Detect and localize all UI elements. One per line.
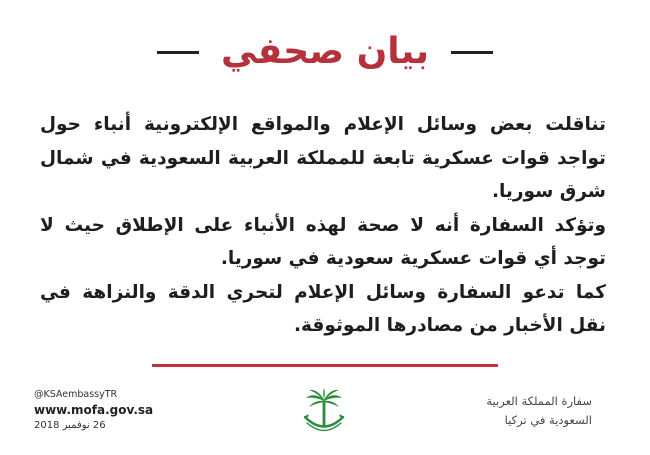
statement-paragraph-3: كما تدعو السفارة وسائل الإعلام لتحري الدقة والنزاهة في نقل الأخبار من مصادرها الموثوقة. [40, 281, 606, 336]
statement-date: 26 نوفمبر 2018 [34, 420, 106, 431]
title-dash-right [451, 51, 493, 54]
website-link: www.mofa.gov.sa [34, 403, 154, 417]
title-dash-left [157, 51, 199, 54]
page-title: بيان صحفي [220, 31, 430, 72]
saudi-emblem-palm-swords-icon [296, 386, 352, 442]
statement-body [0, 108, 650, 343]
twitter-handle: @KSAembassyTR [34, 389, 118, 400]
statement-paragraph-1: تناقلت بعض وسائل الإعلام والمواقع الإلكترونية أنباء حول تواجد قوات عسكرية تابعة للمملكة العربية السعودية في شمال شرق سوريا. [40, 114, 606, 202]
embassy-name-line-2: السعودية في تركيا [504, 413, 592, 427]
embassy-name [486, 392, 592, 430]
divider-rule [152, 364, 498, 367]
statement-paragraph-2: وتؤكد السفارة أنه لا صحة لهذه الأنباء على الإطلاق حيث لا توجد أي قوات عسكرية سعودية في سوريا. [40, 214, 606, 269]
footer-contact [34, 388, 153, 433]
header [0, 22, 650, 82]
embassy-name-line-1: سفارة المملكة العربية [486, 394, 592, 408]
